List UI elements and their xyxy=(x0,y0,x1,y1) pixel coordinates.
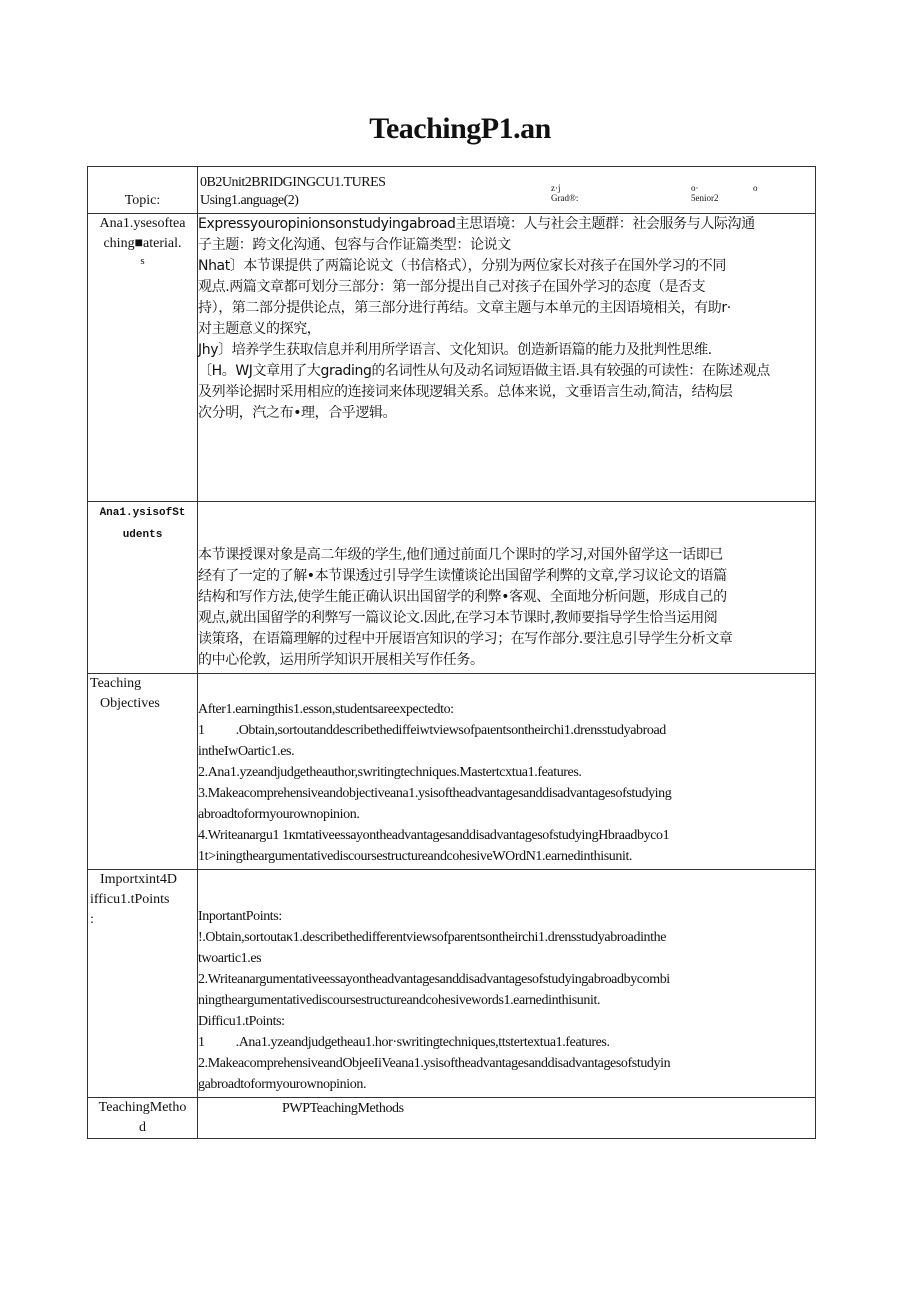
material-line: Nhat〕本节课提供了两篇论说文（书信格式），分别为两位家长对孩子在国外学习的不同 xyxy=(198,258,727,274)
material-line: 〔H。WJ文章用了大grading的名词性从句及动名词短语做主语.具有较强的可读性：在陈述观点 xyxy=(198,363,770,379)
objectives-line: 3.Makeacomprehensiveandobjectiveana1.ysisoftheadvantagesanddisadvantagesofstudying xyxy=(198,786,672,801)
students-label-line-1: Ana1.ysisofSt xyxy=(99,507,186,519)
students-line: 的中心伦敦，运用所学知识开展相关写作任务。 xyxy=(198,652,484,668)
material-line: 观点.两篇文章都可划分三部分：第一部分提出自己对孩子在国外学习的态度（是否支 xyxy=(198,279,706,295)
topic-row xyxy=(88,167,816,214)
objectives-line: 2.Ana1.yzeandjudgetheauthor,swritingtechniques.Mastertcxtua1.features. xyxy=(198,765,582,780)
material-line: 及列举论据时采用相应的连接词来体现逻辑关系。总体来说，文垂语言生动,简洁，结构层 xyxy=(198,384,733,400)
material-line: 次分明，汽之布•理，合乎逻辑。 xyxy=(198,405,397,421)
material-text-cell xyxy=(198,214,816,502)
points-line: 1 .Ana1.yzeandjudgetheau1.hor·swritingtechniques,ttstertextua1.features. xyxy=(198,1035,610,1050)
method-value-cell xyxy=(198,1098,816,1139)
method-label-line-2: d xyxy=(139,1120,146,1135)
method-label-cell xyxy=(88,1098,198,1139)
page-title: TeachingP1.an xyxy=(369,112,551,145)
points-label-line-2: ifficu1.tPoints xyxy=(90,892,170,907)
points-line: 2.Writeanargumentativeessayontheadvantagesanddisadvantagesofstudyingabroadbycombi xyxy=(198,972,670,987)
students-line: 结构和写作方法,使学生能正确认识出国留学的利弊•客观、全面地分析问题，形成自己的 xyxy=(198,589,727,605)
objectives-line: 1 .Obtain,sortoutanddescribethediffeiwtviewsofpaιentsontheirchi1.drensstudyabroad xyxy=(198,723,666,738)
topic-line-2: Using1.anguage(2) xyxy=(200,193,299,208)
points-line: 2.MakeacomprehensiveandObjeeIiVeana1.ysisoftheadvantagesanddisadvantagesofstudyin xyxy=(198,1056,671,1071)
students-row xyxy=(88,502,816,674)
objectives-row xyxy=(88,674,816,870)
objectives-label-cell xyxy=(88,674,198,870)
students-text-cell xyxy=(198,502,816,674)
grade-value: 5enior2 xyxy=(691,193,719,203)
material-line: Jhy〕培养学生获取信息并利用所学语言、文化知识。创造新语篇的能力及批判性思维. xyxy=(198,342,712,358)
topic-label: Topic: xyxy=(124,193,161,208)
students-line: 本节课授课对象是高二年级的学生,他们通过前面几个课时的学习,对国外留学这一话即已 xyxy=(198,547,723,563)
objectives-line: intheIwOartic1.es. xyxy=(198,744,295,759)
lesson-plan-table xyxy=(87,166,816,1139)
students-label-line-2: udents xyxy=(122,529,163,541)
objectives-text-cell xyxy=(198,674,816,870)
topic-value-cell xyxy=(198,167,816,214)
method-label-line-1: TeachingMetho xyxy=(98,1100,187,1115)
material-label-line-3: s xyxy=(140,255,145,267)
objectives-line: After1.earningthis1.esson,studentsareexpectedto: xyxy=(198,702,454,717)
points-line: ningtheargumentativediscoursestructureandcohesivewords1.earnedinthisunit. xyxy=(198,993,601,1008)
students-line: 观点,就出国留学的利弊写一篇议论文.因此,在学习本节课时,教师要指导学生恰当运用阅 xyxy=(198,610,718,626)
material-label-line-1: Ana1.ysesoftea xyxy=(99,216,186,231)
points-line: InportantPoints: xyxy=(198,909,282,924)
points-label-cell xyxy=(88,870,198,1098)
grade-label: Grad®: xyxy=(551,193,579,203)
material-label-cell xyxy=(88,214,198,502)
points-row xyxy=(88,870,816,1098)
points-text-cell xyxy=(198,870,816,1098)
grade-mark-top: z·j xyxy=(551,183,561,193)
method-value: PWPTeachingMethods xyxy=(282,1101,404,1116)
method-row xyxy=(88,1098,816,1139)
students-line: 经有了一定的了解•本节课透过引导学生读懂谈论出国留学利弊的文章,学习议论文的语篇 xyxy=(198,568,727,584)
grade-mark-right-2: o xyxy=(753,183,758,193)
points-label-line-1: Importxint4D xyxy=(100,872,177,887)
material-row xyxy=(88,214,816,502)
objectives-line: 4.Writeanargu1 1кmtativeessayontheadvantagesanddisadvantagesofstudyingHbraadbyco1 xyxy=(198,828,670,843)
material-line: Expressyouropinionsonstudyingabroad主思语境：人与社会主题群：社会服务与人际沟通 xyxy=(198,216,755,232)
students-line: 读策珞，在语篇理解的过程中开展语宫知识的学习；在写作部分.要注息引导学生分析文章 xyxy=(198,631,733,647)
material-line: 子主题：跨文化沟通、包容与合作证篇类型：论说文 xyxy=(198,237,511,253)
objectives-label-line-2: Objectives xyxy=(100,696,160,711)
points-line: twoartic1.es xyxy=(198,951,262,966)
topic-line-1: 0B2Unit2BRIDGINGCU1.TURES xyxy=(200,175,386,190)
objectives-line: 1t>iningtheargumentativediscoursestructureandcohesiveWOrdN1.earnedinthisunit. xyxy=(198,849,633,864)
material-line: 持），第二部分提供论点，第三部分进行苒结。文章主题与本单元的主因语境相关，有助r· xyxy=(198,300,731,316)
objectives-label-line-1: Teaching xyxy=(90,676,142,691)
points-line: gabroadtoformyourownopinion. xyxy=(198,1077,367,1092)
points-line: Difficu1.tPoints: xyxy=(198,1014,285,1029)
points-label-line-3: : xyxy=(90,912,94,927)
grade-mark-right-1: o· xyxy=(691,183,699,193)
material-label-line-2: ching■aterial. xyxy=(103,236,182,251)
points-line: !.Obtain,sortoutaκ1.describethedifferentviewsofparentsontheirchi1.drensstudyabroadinthe xyxy=(198,930,667,945)
students-label-cell xyxy=(88,502,198,674)
topic-label-cell xyxy=(88,167,198,214)
material-line: 对主题意义的探究， xyxy=(198,321,321,337)
objectives-line: abroadtoformyourownopinion. xyxy=(198,807,360,822)
